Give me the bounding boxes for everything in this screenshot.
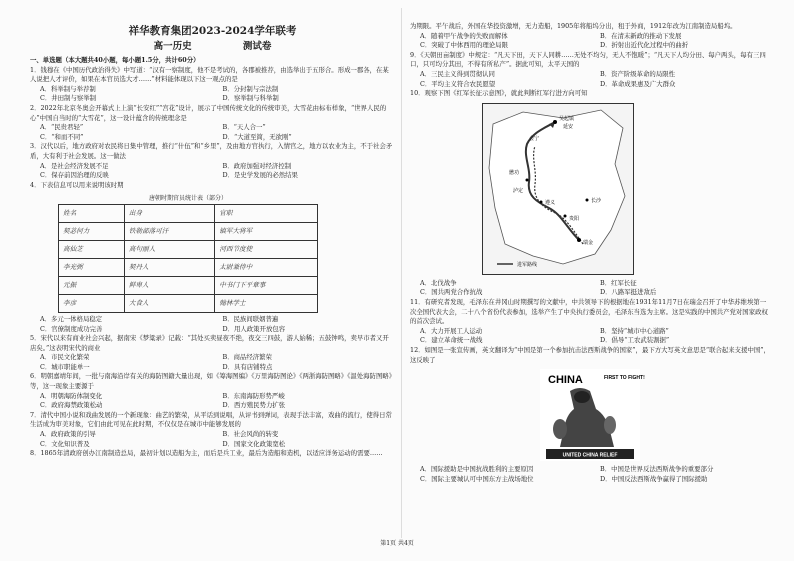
- option: B．“天人合一”: [222, 123, 266, 132]
- option: D．国家文化政策宽松: [222, 439, 286, 448]
- option: A．北伐战争: [420, 278, 457, 287]
- option: A．大力开展工人运动: [420, 326, 483, 335]
- section-heading: 一、单选题（本大题共40小题，每小题1.5分，共计60分）: [30, 56, 200, 64]
- option: C．井田制与察举制: [40, 94, 97, 103]
- propaganda-poster: [540, 369, 645, 461]
- option: D．具有店铺特点: [222, 362, 273, 371]
- option: C．国际主要城认可中国东方主战场地位: [420, 474, 534, 483]
- child-figure: [553, 419, 567, 439]
- option: B．红军长征: [600, 278, 637, 287]
- question-3-options: [30, 162, 395, 181]
- table-cell: 太尉兼侍中: [215, 258, 318, 276]
- page-number: 第1页 共4页: [380, 540, 414, 547]
- poster-drawing: [540, 369, 645, 461]
- option: D．察举制与科举制: [222, 94, 279, 103]
- question-12-options: [410, 465, 770, 484]
- question-8-continued: 为期限。平午战后，外国在华投资激增，无力造船，1905年将船坞分出，租于外商，1912年改为江南制造局船坞。: [410, 22, 737, 30]
- place-dot: [577, 238, 581, 242]
- question-3: 3．汉代以后，地方政府对农民将日集中管理，推行“什伍”和“乡里”，及由地方官执行，入情官之，地方以农业为主，不于社会矛盾，大有利于社会发展。这一做法: [30, 142, 393, 160]
- table-caption: 唐朝时期官员统计表（部分）: [148, 195, 227, 203]
- table-cell: 李彦: [59, 294, 125, 312]
- option: B．商品经济繁荣: [222, 353, 272, 362]
- question-10: 10．观察下图《红军长征示意图》，就此判断红军行进方向可知: [410, 89, 588, 98]
- long-march-map: [482, 103, 634, 275]
- poster-top-text: CHINA: [548, 374, 583, 387]
- option: C．城市职能单一: [40, 362, 90, 371]
- official-table-block: [58, 194, 395, 313]
- question-1: 1．钱穆在《中国历代政治得失》中写道：“汉有一察制度，他不是考试的，各郡被推荐，由选举出于五形合。形成一郡各，在某人说把人才评价，如果在本官员选大才……”材料能体现以下这一观点的是: [30, 65, 389, 84]
- option: D．折射出近代化过程中的曲折: [600, 41, 689, 50]
- table-cell: 高句丽人: [124, 240, 214, 258]
- exam-subject: 高一历史: [153, 41, 192, 52]
- option: A．三民主义得到贯彻认同: [420, 69, 495, 78]
- question-8: 8．1865年清政府创办江南制造总局，最初计划以造船为主，而后是兵工业，最后为造船和造机，以适应洋务运动的需要……: [30, 449, 383, 458]
- option: B．在清末新政的推动下发展: [600, 31, 682, 40]
- option: C．建立革命统一战线: [420, 336, 483, 345]
- question-7: 7．清代中国小说和戏曲发展的一个新现象：曲艺的繁荣，从平话到说唱，从评书到弹词，表现手法丰富，戏曲的流行，使得日常生活成为审美对象，它们由此可见在此时期，不仅仅是在城市中能够发展的: [30, 410, 392, 429]
- map-legend-label: 进军路线: [517, 261, 538, 268]
- exam-subtitle: [30, 40, 395, 54]
- table-cell: 高仙芝: [59, 240, 125, 258]
- option: A．多元一体格局稳定: [40, 314, 103, 323]
- page-fold: [401, 8, 402, 538]
- option: B．分封制与宗法制: [222, 84, 279, 93]
- option: D．“大道至简，无欲刚”: [222, 132, 292, 141]
- left-column: [30, 0, 395, 459]
- option: C．平均主义符合农民愿望: [420, 79, 496, 88]
- map-label: 遵义: [545, 199, 556, 206]
- soldier-helmet: [574, 391, 590, 403]
- question-6-options: [30, 392, 395, 411]
- question-8-options: [410, 32, 770, 51]
- civilian-figure: [604, 416, 616, 434]
- option: C．官僚制度成功完善: [40, 324, 103, 333]
- option: C．文化知识普及: [40, 439, 90, 448]
- table-cell: 镇军大将军: [215, 222, 318, 240]
- table-cell: 翰林学士: [215, 294, 318, 312]
- table-cell: 出身: [124, 204, 214, 222]
- poster-side-text: FIRST TO FIGHT!: [604, 375, 645, 382]
- option: A．“民贵君轻”: [40, 123, 84, 132]
- table-cell: 官职: [215, 204, 318, 222]
- table-row: [59, 204, 318, 222]
- question-12: 12．如图是一张宣传画，英文翻译为“中国是第一个参加抗击法西斯战争的国家”，最下方大写英文意思是“联合起来支援中国”，这反映了: [410, 345, 770, 364]
- option: A．科举制与举荐制: [40, 84, 96, 93]
- question-9: 9．《天朝田亩制度》中规定：“凡天下田，天下人同耕……无处不均匀，无人不饱暖”；“凡天下人均分田、每户两头，每有三四口，只可均分其田，不得有所私产”。据此可知，太平天国的: [410, 50, 766, 69]
- table-row: [59, 294, 318, 312]
- official-table: [58, 204, 318, 313]
- place-dot: [526, 178, 529, 181]
- table-cell: 铁勒部落可汗: [124, 222, 214, 240]
- table-cell: 契丹人: [124, 258, 214, 276]
- option: D．中国反法西斯战争赢得了国际援助: [600, 474, 708, 483]
- question-1-options: [30, 85, 395, 104]
- option: B．东南海防形势严峻: [222, 391, 285, 400]
- option: D．用人政策开放包容: [222, 324, 286, 333]
- question-2: 2．2022年北京冬奥会开幕式上上演“长安红”“宫花”设计，展示了中国传统文化的传统审美，大雪花由标布样象，“世界人民的心”中国自当时的“大雪花”，这一设计蕴含的传统理念是: [30, 103, 387, 122]
- option: D．西方殖民势力扩张: [222, 401, 286, 410]
- map-drawing: [483, 104, 633, 274]
- option: C．保存前因治理的反映: [40, 171, 109, 180]
- place-dot: [540, 200, 543, 203]
- option: B．社会风尚的转变: [222, 430, 279, 439]
- option: A．市民文化繁荣: [40, 353, 90, 362]
- table-cell: 姓名: [59, 204, 125, 222]
- right-column: [410, 22, 770, 484]
- table-cell: 元振: [59, 276, 125, 294]
- option: D．是史学发展的必然结果: [222, 171, 298, 180]
- option: C．政府海禁政策松动: [40, 401, 103, 410]
- option: B．政府加强对经济控制: [222, 161, 292, 170]
- option: D．倡导“工农武装割据”: [600, 336, 670, 345]
- option: C．“和而不同”: [40, 132, 84, 141]
- table-cell: 李光弼: [59, 258, 125, 276]
- table-row: [59, 240, 318, 258]
- table-row: [59, 258, 318, 276]
- option: A．国际援助是中国抗战胜利的主要原因: [420, 465, 534, 474]
- question-9-options: [410, 70, 770, 89]
- table-cell: 中书门下平章事: [215, 276, 318, 294]
- map-label: 吴起镇: [559, 115, 575, 122]
- poster-bottom-text: UNITED CHINA RELIEF: [562, 452, 618, 459]
- table-cell: 契苾何力: [59, 222, 125, 240]
- exam-name: 测试卷: [242, 41, 272, 52]
- map-label: 长沙: [591, 197, 602, 204]
- map-label: 延安: [563, 123, 574, 130]
- table-row: [59, 276, 318, 294]
- place-dot: [564, 214, 567, 217]
- map-label: 懋功: [509, 169, 520, 176]
- option: B．民族间联姻普遍: [222, 314, 279, 323]
- option: D．革命成果惠及广大群众: [600, 79, 676, 88]
- option: C．突破了中体西用的理论局限: [420, 41, 508, 50]
- question-5: 5．宋代以来有商业社会兴起，据南宋《梦粱录》记载：“其处买卖昼夜不绝，夜交三四鼓，游人始稀；五鼓钟鸣，卖早市者又开店矣。”这表明宋代的商业: [30, 334, 389, 352]
- option: A．是社会经济发展不足: [40, 161, 109, 170]
- option: B．中国是世界反法西斯战争的重要部分: [600, 465, 714, 474]
- option: A．随着甲午战争的失败而解体: [420, 31, 508, 40]
- map-label: 泸定: [513, 187, 524, 194]
- table-cell: 河西节度使: [215, 240, 318, 258]
- map-label: 会宁: [529, 135, 540, 142]
- map-label: 贵阳: [569, 215, 580, 222]
- table-cell: 鲜卑人: [124, 276, 214, 294]
- option: D．八路军挺进敌后: [600, 288, 657, 297]
- option: B．坚持“城市中心道路”: [600, 326, 669, 335]
- question-7-options: [30, 430, 395, 449]
- option: B．资产阶级革命的局限性: [600, 69, 675, 78]
- question-11: 11．有研究者发现，毛泽东在井冈山时期撰写的文献中，中共领导下的根据地在1931年11月7日在瑞金召开了中华苏维埃第一次全国代表大会，二十八个省份代表参加，选举产生了中央执行委员会，毛泽东当选为主席。这是实践的中国共产党对国家政权的首次尝试。: [410, 297, 768, 326]
- place-dot: [553, 120, 557, 124]
- map-outline: [489, 110, 625, 264]
- question-5-options: [30, 353, 395, 372]
- option: A．政府政策的引导: [40, 430, 96, 439]
- question-4-options: [30, 315, 395, 334]
- place-dot: [586, 198, 589, 201]
- question-2-options: [30, 123, 395, 142]
- exam-title: 祥华教育集团2023-2024学年联考: [128, 25, 297, 37]
- map-label: 瑞金: [583, 239, 594, 246]
- question-11-options: [410, 327, 770, 346]
- table-row: [59, 222, 318, 240]
- question-6: 6．明朝嘉靖年间，一批与南海沿岸有关的海防图籍大量出现，如《筹海图编》《万里海防图论》《两浙海防图略》《温处海防图略》等，这一现象主要源于: [30, 372, 392, 391]
- question-4: 4．下表信息可以用来说明该时期: [30, 180, 124, 189]
- option: C．国共两党合作抗战: [420, 288, 483, 297]
- option: A．明朝海防体制变化: [40, 391, 103, 400]
- table-cell: 大食人: [124, 294, 214, 312]
- question-10-options: [410, 279, 770, 298]
